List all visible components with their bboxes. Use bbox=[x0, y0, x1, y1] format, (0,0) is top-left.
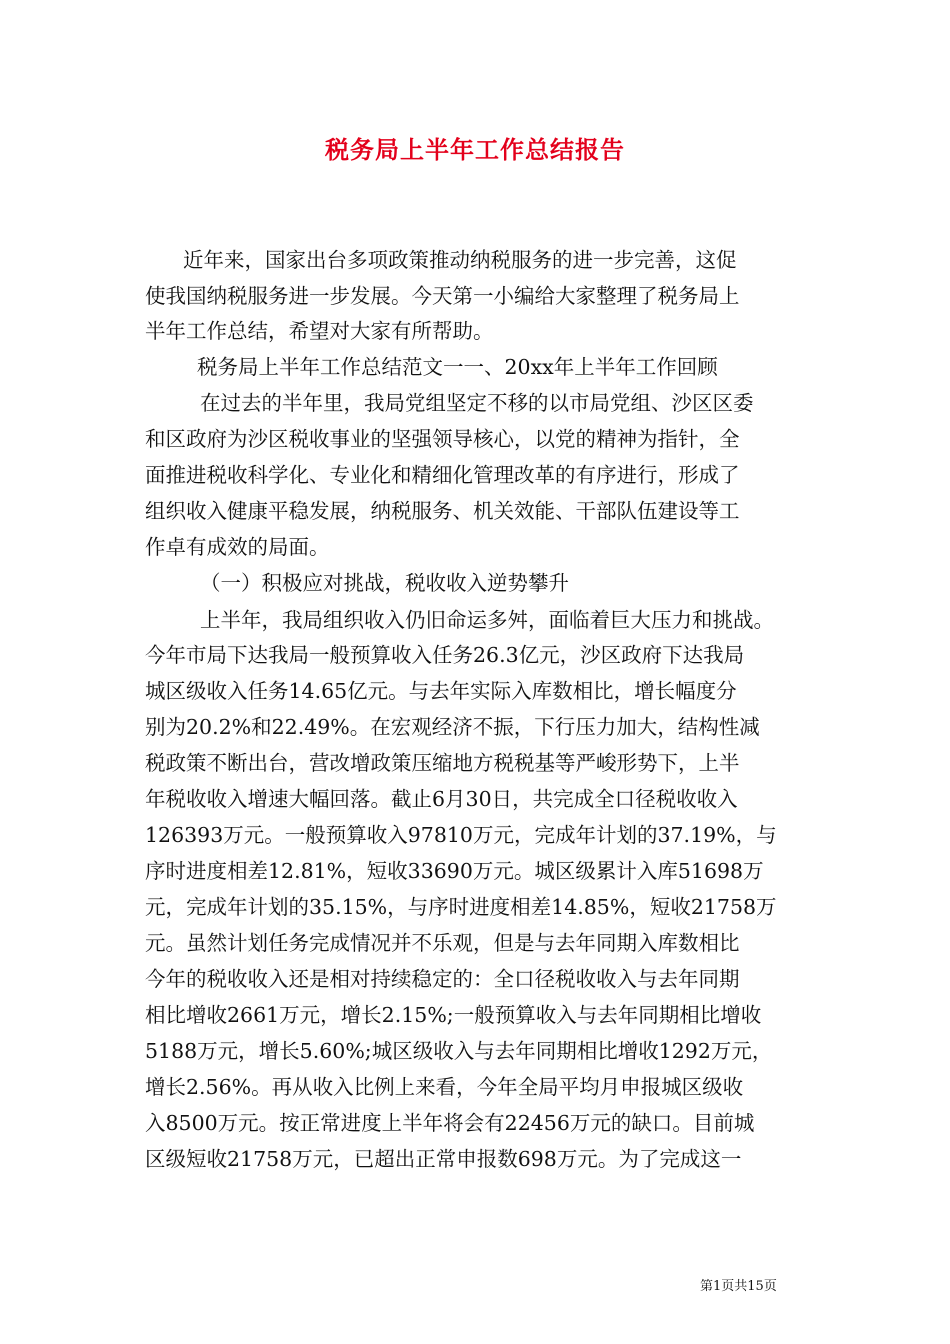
document-title: 税务局上半年工作总结报告 bbox=[325, 135, 625, 164]
paragraph-line: 近年来，国家出台多项政策推动纳税服务的进一步完善，这促 bbox=[183, 248, 737, 272]
paragraph-line: 相比增收2661万元，增长2.15%;一般预算收入与去年同期相比增收 bbox=[145, 1003, 762, 1027]
paragraph-line: 增长2.56%。再从收入比例上来看，今年全局平均月申报城区级收 bbox=[145, 1075, 744, 1099]
paragraph-line: 使我国纳税服务进一步发展。今天第一小编给大家整理了税务局上 bbox=[145, 284, 740, 308]
paragraph-line: 税政策不断出台，营改增政策压缩地方税税基等严峻形势下，上半 bbox=[145, 751, 740, 775]
paragraph-line: 别为20.2%和22.49%。在宏观经济不振，下行压力加大，结构性减 bbox=[145, 715, 760, 739]
paragraph-line: 年税收收入增速大幅回落。截止6月30日，共完成全口径税收收入 bbox=[145, 787, 738, 811]
paragraph-line: 区级短收21758万元，已超出正常申报数698万元。为了完成这一 bbox=[145, 1147, 742, 1171]
paragraph-line: 元，完成年计划的35.15%，与序时进度相差14.85%，短收21758万 bbox=[145, 895, 777, 919]
section-heading: （一）积极应对挑战，税收收入逆势攀升 bbox=[200, 571, 569, 595]
paragraph-line: 作卓有成效的局面。 bbox=[145, 535, 330, 559]
subheading-line: 税务局上半年工作总结范文一一、20xx年上半年工作回顾 bbox=[197, 355, 718, 379]
paragraph-line: 半年工作总结，希望对大家有所帮助。 bbox=[145, 319, 494, 343]
paragraph-line: 组织收入健康平稳发展，纳税服务、机关效能、干部队伍建设等工 bbox=[145, 499, 740, 523]
paragraph-line: 126393万元。一般预算收入97810万元，完成年计划的37.19%，与 bbox=[145, 823, 777, 847]
paragraph-line: 在过去的半年里，我局党组坚定不移的以市局党组、沙区区委 bbox=[200, 391, 754, 415]
paragraph-line: 序时进度相差12.81%，短收33690万元。城区级累计入库51698万 bbox=[145, 859, 764, 883]
paragraph-line: 今年市局下达我局一般预算收入任务26.3亿元，沙区政府下达我局 bbox=[145, 643, 745, 667]
paragraph-line: 城区级收入任务14.65亿元。与去年实际入库数相比，增长幅度分 bbox=[145, 679, 737, 703]
page-number: 第1页共15页 bbox=[700, 1279, 777, 1294]
paragraph-line: 上半年，我局组织收入仍旧命运多舛，面临着巨大压力和挑战。 bbox=[200, 608, 774, 632]
paragraph-line: 今年的税收收入还是相对持续稳定的：全口径税收收入与去年同期 bbox=[145, 967, 740, 991]
paragraph-line: 面推进税收科学化、专业化和精细化管理改革的有序进行，形成了 bbox=[145, 463, 740, 487]
paragraph-line: 元。虽然计划任务完成情况并不乐观，但是与去年同期入库数相比 bbox=[145, 931, 740, 955]
paragraph-line: 5188万元，增长5.60%;城区级收入与去年同期相比增收1292万元， bbox=[145, 1039, 773, 1063]
paragraph-line: 入8500万元。按正常进度上半年将会有22456万元的缺口。目前城 bbox=[145, 1111, 755, 1135]
paragraph-line: 和区政府为沙区税收事业的坚强领导核心，以党的精神为指针，全 bbox=[145, 427, 740, 451]
